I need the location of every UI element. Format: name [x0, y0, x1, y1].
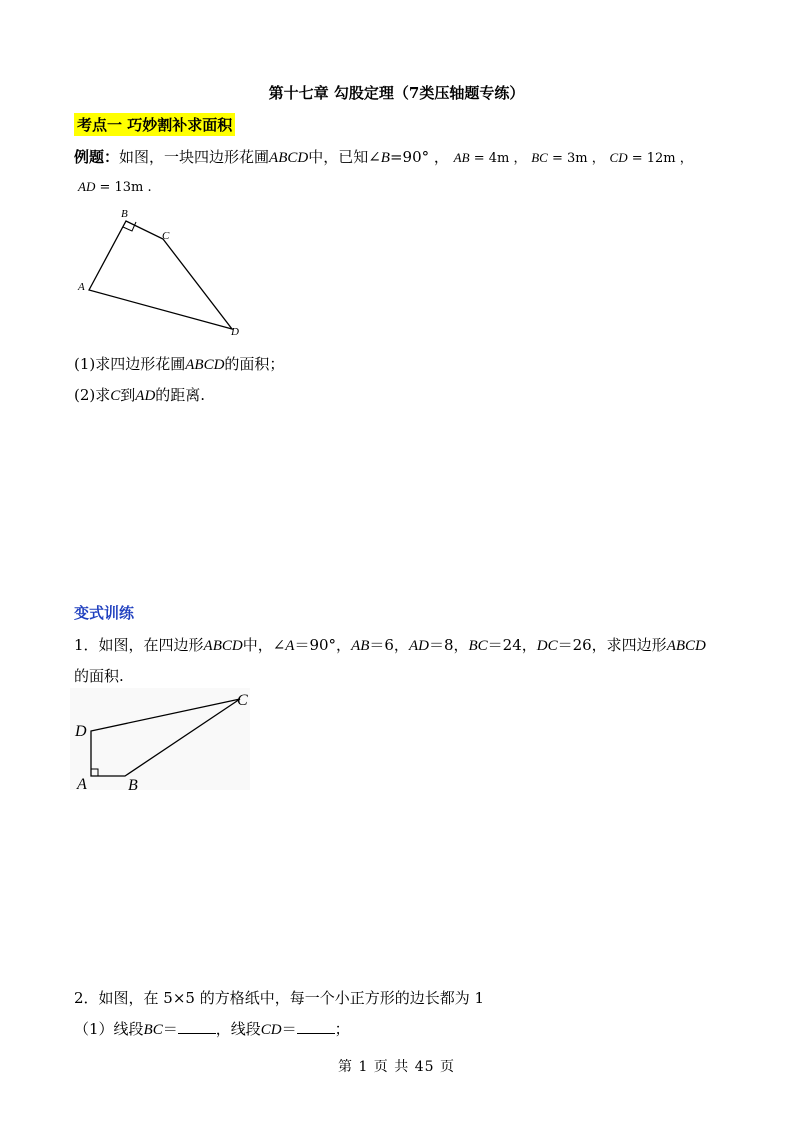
value-cd: = 12m ，: [627, 151, 693, 166]
problem-text: ＝6，: [369, 636, 409, 654]
var-bc: BC: [143, 1022, 163, 1038]
question-text: (1)求四边形花圃: [74, 355, 186, 373]
problem-text: 中，∠: [242, 636, 286, 654]
quadrilateral-figure-2: [70, 688, 255, 796]
question-text: 到: [120, 386, 136, 404]
answer-blank-cd[interactable]: [297, 1019, 335, 1034]
var-ad: AD: [408, 638, 429, 654]
var-ab: AB: [351, 638, 370, 654]
problem-2-line-1: 2．如图，在 5×5 的方格纸中，每一个小正方形的边长都为 1: [74, 989, 485, 1007]
label-b: B: [128, 777, 138, 794]
question-1: [74, 353, 284, 374]
example-line-1: [74, 146, 693, 167]
section-heading-2: 变式训练: [74, 604, 135, 622]
label-c: C: [162, 230, 170, 242]
var-ad: AD: [135, 388, 156, 404]
label-d: D: [231, 326, 239, 338]
problem-text: ＝24，: [487, 636, 537, 654]
problem-text: ＝: [162, 1020, 178, 1038]
example-text: 如图，一块四边形花圃: [119, 148, 270, 166]
var-bc: BC: [531, 150, 548, 165]
answer-blank-bc[interactable]: [178, 1019, 216, 1034]
question-text: (2)求: [74, 386, 111, 404]
problem-1-line-2: 的面积.: [74, 667, 124, 685]
page-title: 第十七章 勾股定理（7类压轴题专练）: [268, 84, 525, 102]
problem-text: ＝90°，: [294, 636, 352, 654]
label-a: A: [78, 281, 85, 293]
problem-text: ＝26，求四边形: [557, 636, 667, 654]
problem-text: （1）线段: [74, 1020, 144, 1038]
value-ab: = 4m ，: [469, 151, 527, 166]
quadrilateral-figure-1: [70, 200, 260, 345]
var-cd: CD: [260, 1022, 282, 1038]
label-b: B: [121, 208, 128, 220]
label-d: D: [75, 723, 87, 740]
var-b: B: [380, 150, 390, 166]
var-a: A: [285, 638, 295, 654]
section-heading-1: 考点一 巧妙割补求面积: [74, 113, 235, 136]
page-footer: 第 1 页 共 45 页: [338, 1059, 455, 1075]
problem-2-line-2: [74, 1018, 350, 1039]
var-c: C: [110, 388, 121, 404]
var-bc: BC: [468, 638, 488, 654]
problem-text: 1．如图，在四边形: [74, 636, 204, 654]
problem-text: ；: [334, 1020, 350, 1038]
question-2: [74, 384, 205, 405]
value-ad: = 13m .: [95, 180, 152, 195]
example-text: =90° ，: [389, 148, 449, 166]
var-abcd: ABCD: [666, 638, 706, 654]
var-abcd: ABCD: [203, 638, 243, 654]
var-ab: AB: [453, 150, 470, 165]
var-dc: DC: [536, 638, 558, 654]
question-text: 的面积；: [224, 355, 285, 373]
problem-1-line-1: [74, 634, 706, 655]
var-ad: AD: [78, 179, 96, 194]
example-text: 中，已知∠: [308, 148, 381, 166]
example-label: 例题：: [74, 148, 120, 166]
value-bc: = 3m ，: [547, 151, 605, 166]
example-line-2: [78, 177, 152, 195]
problem-text: ，线段: [215, 1020, 261, 1038]
var-cd: CD: [609, 150, 628, 165]
problem-text: ＝: [281, 1020, 297, 1038]
question-text: 的距离.: [155, 386, 206, 404]
var-abcd: ABCD: [269, 150, 309, 166]
problem-text: ＝8，: [428, 636, 469, 654]
label-c: C: [237, 692, 248, 709]
label-a: A: [77, 776, 87, 793]
quadrilateral-outline: [89, 221, 232, 329]
var-abcd: ABCD: [185, 357, 225, 373]
